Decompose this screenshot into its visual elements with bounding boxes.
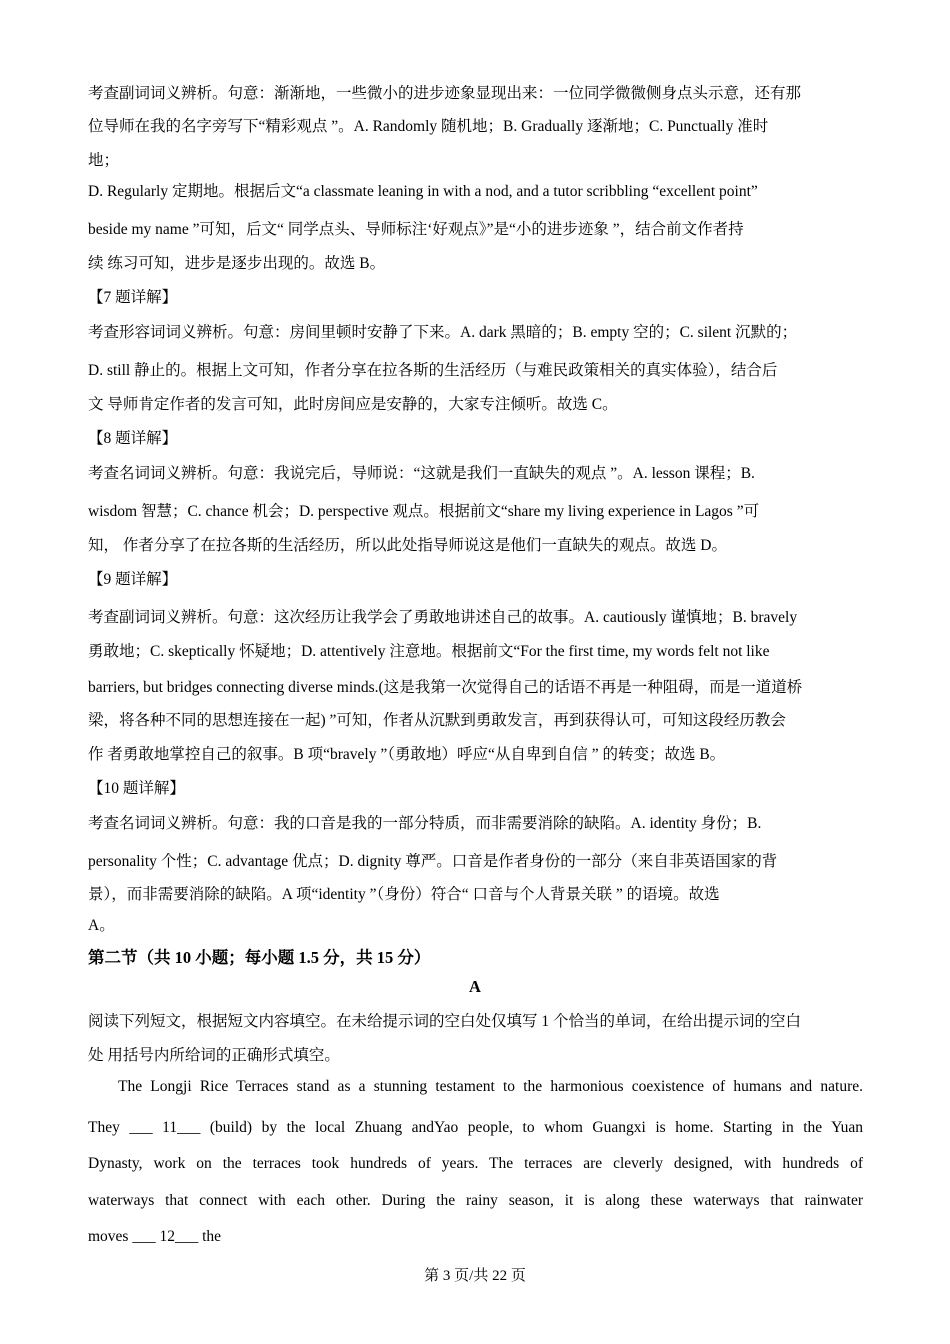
- q9-line-2: 勇敢地；C. skeptically 怀疑地；D. attentively 注意地。根据前文“For the first time, my words felt not like: [88, 643, 770, 660]
- passage-line-2: They ___ 11___ (build) by the local Zhuang andYao people, to whom Guangxi is home. Starting in the Yuan: [88, 1119, 863, 1136]
- q9-line-1: 考查副词词义辨析。句意：这次经历让我学会了勇敢地讲述自己的故事。A. cautiously 谨慎地；B. bravely: [88, 609, 798, 626]
- q8-line-3: 知， 作者分享了在拉各斯的生活经历，所以此处指导师说这是他们一直缺失的观点。故选 D。: [88, 537, 727, 554]
- q6-line-1: 考查副词词义辨析。句意：渐渐地，一些微小的进步迹象显现出来：一位同学微微侧身点头示意，还有那: [88, 85, 802, 102]
- q7-line-3: 文 导师肯定作者的发言可知，此时房间应是安静的，大家专注倾听。故选 C。: [88, 396, 618, 413]
- page-footer: 第 3 页/共 22 页: [424, 1268, 526, 1284]
- q6-line-2: 位导师在我的名字旁写下“精彩观点 ”。A. Randomly 随机地；B. Gradually 逐渐地；C. Punctually 准时: [88, 118, 769, 135]
- q6-line-3: 地；: [88, 152, 120, 169]
- passage-line-4: waterways that connect with each other. During the rainy season, it is along these waterways that rainwater: [88, 1192, 863, 1209]
- instruction-line-1: 阅读下列短文，根据短文内容填空。在未给提示词的空白处仅填写 1 个恰当的单词，在给出提示词的空白: [88, 1013, 802, 1030]
- passage-line-5: moves ___ 12___ the: [88, 1228, 222, 1245]
- q6-line-4: D. Regularly 定期地。根据后文“a classmate leaning in with a nod, and a tutor scribbling “excellent point”: [88, 183, 758, 200]
- q9-line-5: 作 者勇敢地掌控自己的叙事。B 项“bravely ”（勇敢地）呼应“从自卑到自信 ” 的转变；故选 B。: [88, 746, 726, 763]
- passage-line-3: Dynasty, work on the terraces took hundreds of years. The terraces are cleverly designed, with hundreds of: [88, 1155, 863, 1172]
- q8-line-2: wisdom 智慧；C. chance 机会；D. perspective 观点。根据前文“share my living experience in Lagos ”可: [88, 503, 760, 520]
- q7-line-2: D. still 静止的。根据上文可知，作者分享在拉各斯的生活经历（与难民政策相关的真实体验），结合后: [88, 362, 778, 379]
- passage-letter: A: [469, 977, 481, 996]
- q10-line-4: A。: [88, 917, 115, 934]
- passage-line-1: The Longji Rice Terraces stand as a stunning testament to the harmonious coexistence of humans and nature.: [118, 1078, 863, 1095]
- section-title: 第二节（共 10 小题；每小题 1.5 分，共 15 分）: [88, 948, 431, 967]
- q6-line-6: 续 练习可知，进步是逐步出现的。故选 B。: [88, 255, 386, 272]
- q10-line-3: 景），而非需要消除的缺陷。A 项“identity ”（身份）符合“ 口音与个人背景关联 ” 的语境。故选: [88, 886, 720, 903]
- q9-line-3: barriers, but bridges connecting diverse minds.(这是我第一次觉得自己的话语不再是一种阻碍，而是一道道桥: [88, 679, 803, 696]
- q10-line-1: 考查名词词义辨析。句意：我的口音是我的一部分特质，而非需要消除的缺陷。A. identity 身份；B.: [88, 815, 762, 832]
- q8-title: 【8 题详解】: [88, 430, 178, 447]
- q7-title: 【7 题详解】: [88, 289, 178, 306]
- instruction-line-2: 处 用括号内所给词的正确形式填空。: [88, 1047, 340, 1064]
- q10-title: 【10 题详解】: [88, 780, 185, 797]
- q6-line-5: beside my name ”可知，后文“ 同学点头、导师标注‘好观点》”是“小的进步迹象 ”，结合前文作者持: [88, 221, 744, 238]
- q9-line-4: 梁，将各种不同的思想连接在一起) ”可知，作者从沉默到勇敢发言，再到获得认可，可知这段经历教会: [88, 712, 786, 729]
- q9-title: 【9 题详解】: [88, 571, 178, 588]
- q10-line-2: personality 个性；C. advantage 优点；D. dignity 尊严。口音是作者身份的一部分（来自非英语国家的背: [88, 853, 778, 870]
- q7-line-1: 考查形容词词义辨析。句意：房间里顿时安静了下来。A. dark 黑暗的；B. empty 空的；C. silent 沉默的；: [88, 324, 798, 341]
- q8-line-1: 考查名词词义辨析。句意：我说完后，导师说：“这就是我们一直缺失的观点 ”。A. lesson 课程；B.: [88, 465, 755, 482]
